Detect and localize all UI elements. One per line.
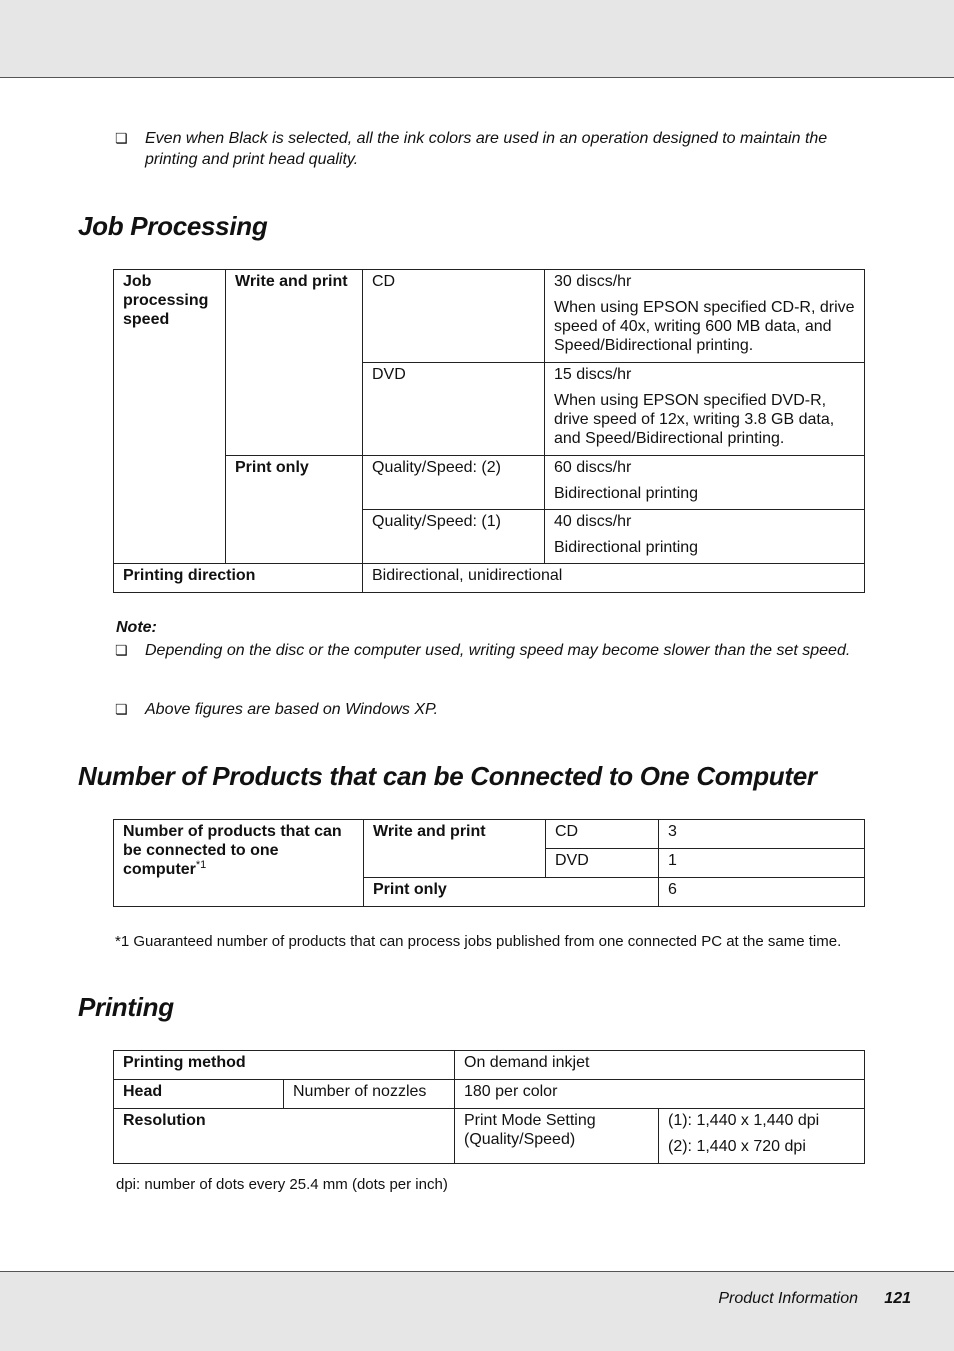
- products-print-count: 6: [659, 878, 865, 907]
- page-number: 121: [884, 1290, 911, 1307]
- products-dvd-count: 1: [659, 849, 865, 878]
- dpi-footnote: dpi: number of dots every 25.4 mm (dots per inch): [116, 1176, 448, 1193]
- job-speed-label: Job processing speed: [114, 270, 226, 564]
- nozzles-value: 180 per color: [455, 1080, 865, 1109]
- nozzles-label: Number of nozzles: [284, 1080, 455, 1109]
- table-row: [114, 1109, 865, 1164]
- quality-2-cell: [545, 456, 865, 510]
- resolution-label: Resolution: [114, 1109, 455, 1164]
- table-row: [114, 820, 865, 849]
- footer-section-title: Product Information: [718, 1290, 858, 1307]
- products-cd-label: CD: [546, 820, 659, 849]
- quality-1-rate: 40 discs/hr: [554, 513, 632, 530]
- footnote-marker: *1: [195, 859, 207, 871]
- printing-method-label: Printing method: [114, 1051, 455, 1080]
- job-processing-heading: Job Processing: [78, 211, 268, 241]
- quality-2-note: Bidirectional printing: [554, 485, 699, 502]
- products-write-print-label: Write and print: [364, 820, 546, 878]
- dvd-label: DVD: [363, 363, 545, 456]
- table-row: [114, 456, 865, 510]
- printing-direction-value: Bidirectional, unidirectional: [363, 564, 865, 593]
- head-label: Head: [114, 1080, 284, 1109]
- products-table: [113, 819, 865, 907]
- products-label: [114, 820, 364, 907]
- write-print-label: Write and print: [226, 270, 363, 456]
- resolution-2: (2): 1,440 x 720 dpi: [668, 1138, 806, 1155]
- table-row: [114, 1080, 865, 1109]
- print-mode-label: Print Mode Setting (Quality/Speed): [455, 1109, 659, 1164]
- intro-bullet-text: Even when Black is selected, all the ink colors are used in an operation designed to maintain the printing and print head quality.: [145, 130, 828, 168]
- products-label-text: Number of products that can be connected to one computer: [123, 823, 342, 878]
- dvd-rate: 15 discs/hr: [554, 366, 632, 383]
- resolution-values: [659, 1109, 865, 1164]
- quality-1-label: Quality/Speed: (1): [363, 510, 545, 564]
- job-processing-table: [113, 269, 865, 593]
- products-heading: Number of Products that can be Connected to One Computer: [78, 761, 817, 791]
- checkbox-bullet-icon: ❏: [115, 130, 128, 146]
- products-footnote: *1 Guaranteed number of products that can process jobs published from one connected PC at the same time.: [115, 933, 842, 950]
- quality-1-cell: [545, 510, 865, 564]
- products-cd-count: 3: [659, 820, 865, 849]
- quality-2-label: Quality/Speed: (2): [363, 456, 545, 510]
- cd-rate: 30 discs/hr: [554, 273, 632, 290]
- dvd-speed-cell: [545, 363, 865, 456]
- cd-label: CD: [363, 270, 545, 363]
- note-text: Above figures are based on Windows XP.: [145, 701, 439, 718]
- quality-2-rate: 60 discs/hr: [554, 459, 632, 476]
- header-band: [0, 0, 954, 78]
- quality-1-note: Bidirectional printing: [554, 539, 699, 556]
- printing-table: [113, 1050, 865, 1164]
- cd-speed-cell: [545, 270, 865, 363]
- footer-band: [0, 1271, 954, 1351]
- cd-note: When using EPSON specified CD-R, drive speed of 40x, writing 600 MB data, and Speed/Bidirectional printing.: [554, 299, 855, 354]
- table-row: [114, 1051, 865, 1080]
- checkbox-bullet-icon: ❏: [115, 642, 128, 658]
- table-row: [114, 270, 865, 363]
- printing-direction-label: Printing direction: [114, 564, 363, 593]
- dvd-note: When using EPSON specified DVD-R, drive speed of 12x, writing 3.8 GB data, and Speed/Bidirectional printing.: [554, 392, 835, 447]
- note-text: Depending on the disc or the computer used, writing speed may become slower than the set speed.: [145, 642, 851, 659]
- products-dvd-label: DVD: [546, 849, 659, 878]
- resolution-1: (1): 1,440 x 1,440 dpi: [668, 1112, 820, 1129]
- table-row: [114, 564, 865, 593]
- print-only-label: Print only: [226, 456, 363, 564]
- printing-heading: Printing: [78, 992, 174, 1022]
- products-print-only-label: Print only: [364, 878, 659, 907]
- printing-method-value: On demand inkjet: [455, 1051, 865, 1080]
- checkbox-bullet-icon: ❏: [115, 701, 128, 717]
- note-label: Note:: [116, 619, 157, 636]
